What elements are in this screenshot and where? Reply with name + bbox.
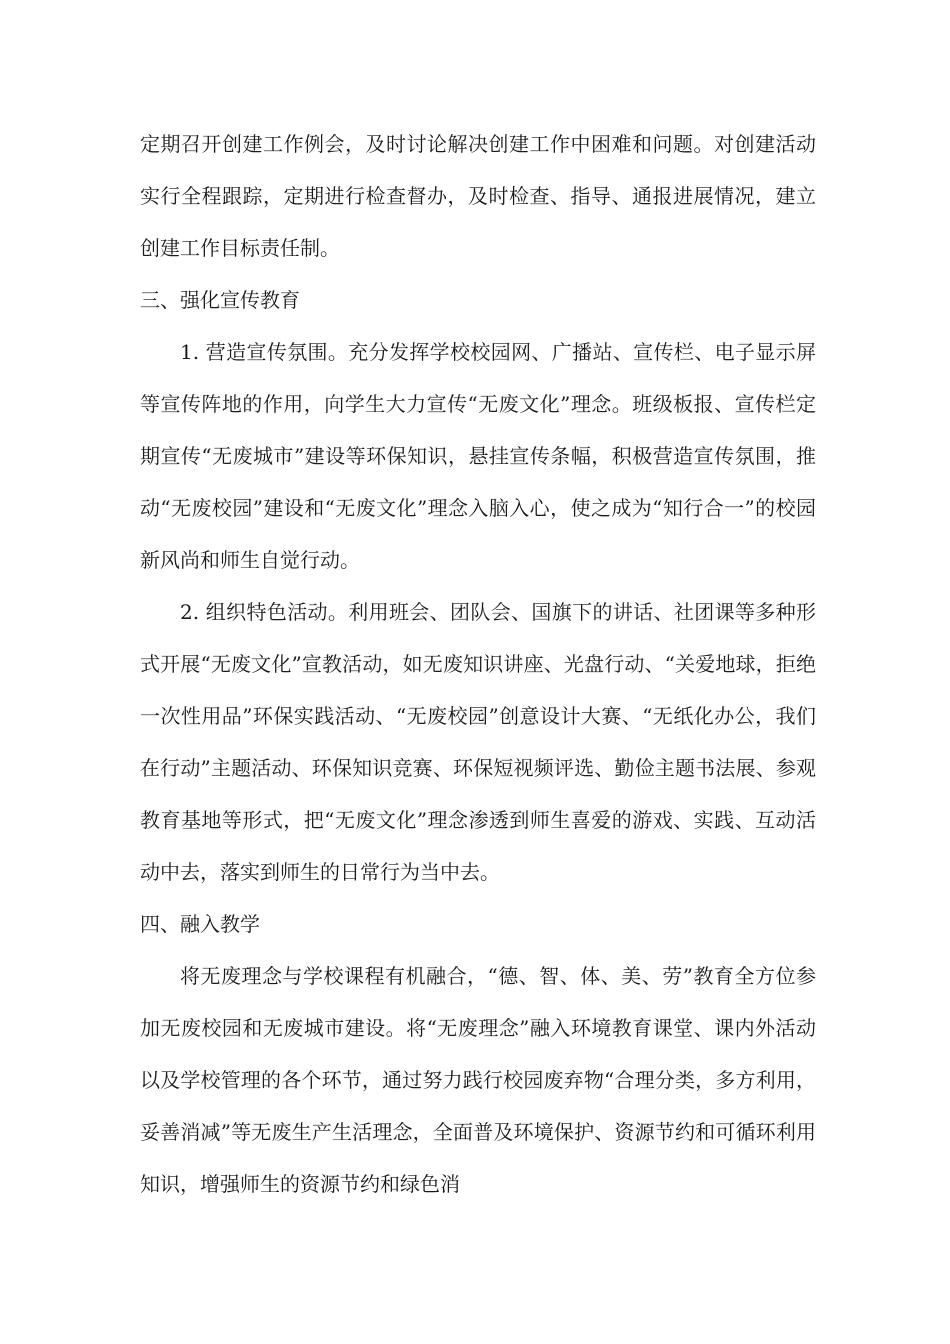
- section-heading-teaching: 四、融入教学: [140, 912, 260, 936]
- paragraph-publicity-atmosphere: 1. 营造宣传氛围。充分发挥学校校园网、广播站、宣传栏、电子显示屏等宣传阵地的作用，向学生大力宣传“无废文化”理念。班级板报、宣传栏定期宣传“无废城市”建设等环保知识，悬挂宣传条幅，积极营造宣传氛围，推动“无废校园”建设和“无废文化”理念入脑入心，使之成为“知行合一”的校园新风尚和师生自觉行动。: [140, 340, 816, 572]
- paragraph-special-activities: 2. 组织特色活动。利用班会、团队会、国旗下的讲话、社团课等多种形式开展“无废文化”宣教活动，如无废知识讲座、光盘行动、“关爱地球，拒绝一次性用品”环保实践活动、“无废校园”创意设计大赛、“无纸化办公，我们在行动”主题活动、环保知识竞赛、环保短视频评选、勤俭主题书法展、参观教育基地等形式，把“无废文化”理念渗透到师生喜爱的游戏、实践、互动活动中去，落实到师生的日常行为当中去。: [140, 600, 816, 884]
- paragraph-work-meetings: 定期召开创建工作例会，及时讨论解决创建工作中困难和问题。对创建活动实行全程跟踪，定期进行检查督办，及时检查、指导、通报进展情况，建立创建工作目标责任制。: [140, 132, 816, 260]
- section-heading-publicity: 三、强化宣传教育: [140, 288, 300, 312]
- document-body: [140, 118, 816, 1210]
- paragraph-teaching-integration: 将无废理念与学校课程有机融合，“德、智、体、美、劳”教育全方位参加无废校园和无废城市建设。将“无废理念”融入环境教育课堂、课内外活动以及学校管理的各个环节，通过努力践行校园废弃物“合理分类，多方利用，妥善消减”等无废生产生活理念，全面普及环境保护、资源节约和可循环利用知识，增强师生的资源节约和绿色消: [140, 964, 816, 1196]
